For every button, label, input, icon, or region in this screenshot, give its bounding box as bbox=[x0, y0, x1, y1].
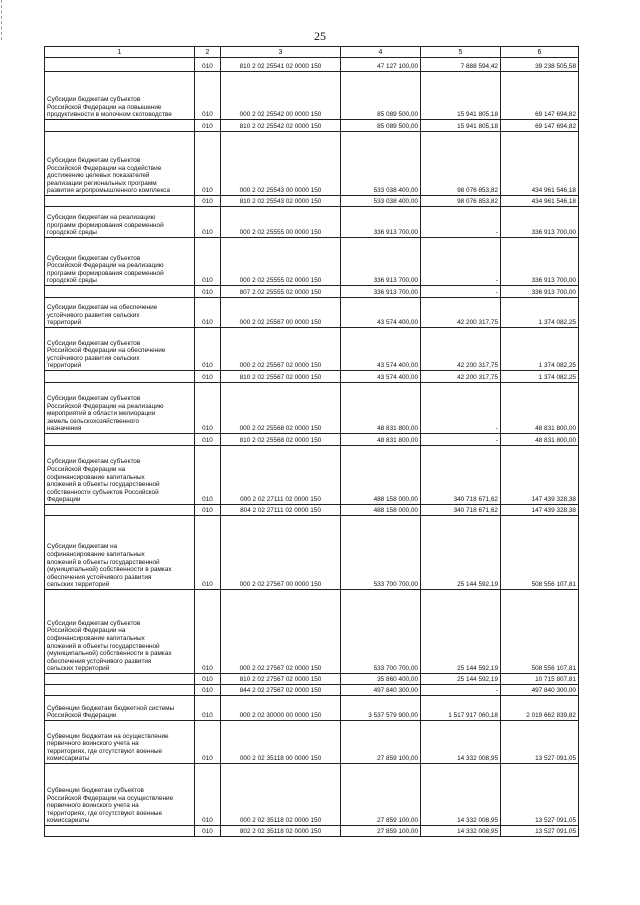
unexecuted-amount-cell: 336 913 700,00 bbox=[501, 238, 579, 286]
executed-amount-cell: 15 941 805,18 bbox=[421, 120, 501, 132]
budget-classification-code-cell: 000 2 02 25568 02 0000 150 bbox=[221, 383, 341, 434]
budget-classification-code-cell: 000 2 02 35118 02 0000 150 bbox=[221, 764, 341, 826]
executed-amount-cell: 42 200 317,75 bbox=[421, 371, 501, 383]
indicator-name-cell: Субсидии бюджетам на софинансирование капитальных вложений в объекты государственной (муниципальной) собственности в рамках обеспечения устойчивого развития сельских территорий bbox=[45, 516, 195, 590]
budget-execution-table bbox=[44, 46, 579, 837]
approved-amount-cell: 533 700 700,00 bbox=[341, 516, 421, 590]
approved-amount-cell: 533 038 400,00 bbox=[341, 196, 421, 207]
executed-amount-cell: 7 888 594,42 bbox=[421, 58, 501, 72]
approved-amount-cell: 47 127 100,00 bbox=[341, 58, 421, 72]
approved-amount-cell: 48 831 800,00 bbox=[341, 434, 421, 446]
budget-classification-code-cell: 000 2 02 25542 00 0000 150 bbox=[221, 72, 341, 120]
executed-amount-cell: - bbox=[421, 286, 501, 298]
table-row bbox=[45, 132, 579, 196]
unexecuted-amount-cell: 13 527 091,05 bbox=[501, 764, 579, 826]
approved-amount-cell: 48 831 800,00 bbox=[341, 383, 421, 434]
column-header-1: 1 bbox=[45, 47, 195, 58]
line-code-cell: 010 bbox=[195, 72, 221, 120]
line-code-cell: 010 bbox=[195, 696, 221, 721]
line-code-cell: 010 bbox=[195, 516, 221, 590]
approved-amount-cell: 35 860 400,00 bbox=[341, 674, 421, 685]
table-row bbox=[45, 674, 579, 685]
line-code-cell: 010 bbox=[195, 383, 221, 434]
table-row bbox=[45, 434, 579, 446]
unexecuted-amount-cell: 147 439 328,38 bbox=[501, 446, 579, 505]
table-row bbox=[45, 120, 579, 132]
executed-amount-cell: 25 144 592,19 bbox=[421, 674, 501, 685]
unexecuted-amount-cell: 48 831 800,00 bbox=[501, 383, 579, 434]
table-row bbox=[45, 58, 579, 72]
line-code-cell: 010 bbox=[195, 446, 221, 505]
executed-amount-cell: 25 144 592,19 bbox=[421, 590, 501, 674]
budget-classification-code-cell: 810 2 02 27567 02 0000 150 bbox=[221, 674, 341, 685]
table-row bbox=[45, 328, 579, 371]
line-code-cell: 010 bbox=[195, 286, 221, 298]
unexecuted-amount-cell: 39 238 505,58 bbox=[501, 58, 579, 72]
approved-amount-cell: 85 089 500,00 bbox=[341, 72, 421, 120]
unexecuted-amount-cell: 2 019 662 839,82 bbox=[501, 696, 579, 721]
table-row bbox=[45, 764, 579, 826]
budget-classification-code-cell: 000 2 02 25543 00 0000 150 bbox=[221, 132, 341, 196]
executed-amount-cell: 340 718 671,62 bbox=[421, 446, 501, 505]
column-header-3: 3 bbox=[221, 47, 341, 58]
indicator-name-cell: Субсидии бюджетам на реализацию программ формирования современной городской среды bbox=[45, 207, 195, 238]
budget-classification-code-cell: 000 2 02 27567 00 0000 150 bbox=[221, 516, 341, 590]
indicator-name-cell: Субсидии бюджетам субъектов Российской Федерации на обеспечение устойчивого развития сельских территорий bbox=[45, 328, 195, 371]
table-row bbox=[45, 286, 579, 298]
unexecuted-amount-cell: 508 556 107,81 bbox=[501, 516, 579, 590]
unexecuted-amount-cell: 434 961 546,18 bbox=[501, 132, 579, 196]
budget-classification-code-cell: 844 2 02 27567 02 0000 150 bbox=[221, 685, 341, 696]
line-code-cell: 010 bbox=[195, 685, 221, 696]
table-row bbox=[45, 590, 579, 674]
approved-amount-cell: 27 859 100,00 bbox=[341, 721, 421, 764]
indicator-name-cell bbox=[45, 434, 195, 446]
executed-amount-cell: 14 332 008,95 bbox=[421, 764, 501, 826]
indicator-name-cell: Субсидии бюджетам субъектов Российской Федерации на реализацию мероприятий в области мелиорации земель сельскохозяйственного назначения bbox=[45, 383, 195, 434]
budget-classification-code-cell: 000 2 02 25567 00 0000 150 bbox=[221, 298, 341, 328]
indicator-name-cell bbox=[45, 826, 195, 837]
budget-classification-code-cell: 000 2 02 25555 02 0000 150 bbox=[221, 238, 341, 286]
line-code-cell: 010 bbox=[195, 371, 221, 383]
unexecuted-amount-cell: 13 527 091,05 bbox=[501, 826, 579, 837]
executed-amount-cell: 1 517 917 060,18 bbox=[421, 696, 501, 721]
line-code-cell: 010 bbox=[195, 826, 221, 837]
approved-amount-cell: 497 840 300,00 bbox=[341, 685, 421, 696]
approved-amount-cell: 336 913 700,00 bbox=[341, 207, 421, 238]
budget-classification-code-cell: 000 2 02 25567 02 0000 150 bbox=[221, 328, 341, 371]
indicator-name-cell bbox=[45, 120, 195, 132]
budget-classification-code-cell: 810 2 02 25543 02 0000 150 bbox=[221, 196, 341, 207]
indicator-name-cell: Субсидии бюджетам субъектов Российской Федерации на софинансирование капитальных вложений в объекты государственной собственности субъектов Российской Федерации bbox=[45, 446, 195, 505]
page-number: 25 bbox=[314, 29, 326, 43]
approved-amount-cell: 3 537 579 900,00 bbox=[341, 696, 421, 721]
approved-amount-cell: 43 574 400,00 bbox=[341, 328, 421, 371]
line-code-cell: 010 bbox=[195, 196, 221, 207]
table-row bbox=[45, 721, 579, 764]
indicator-name-cell: Субсидии бюджетам субъектов Российской Федерации на содействие достижению целевых показателей реализации региональных программ развития агропромышленного комплекса bbox=[45, 132, 195, 196]
budget-classification-code-cell: 810 2 02 25541 02 0000 150 bbox=[221, 58, 341, 72]
approved-amount-cell: 27 859 100,00 bbox=[341, 826, 421, 837]
line-code-cell: 010 bbox=[195, 590, 221, 674]
table-row bbox=[45, 826, 579, 837]
unexecuted-amount-cell: 508 556 107,81 bbox=[501, 590, 579, 674]
executed-amount-cell: - bbox=[421, 207, 501, 238]
unexecuted-amount-cell: 147 439 328,38 bbox=[501, 505, 579, 516]
indicator-name-cell bbox=[45, 505, 195, 516]
indicator-name-cell bbox=[45, 674, 195, 685]
table-row bbox=[45, 207, 579, 238]
indicator-name-cell: Субсидии бюджетам субъектов Российской Федерации на повышение продуктивности в молочном скотоводстве bbox=[45, 72, 195, 120]
budget-classification-code-cell: 810 2 02 25567 02 0000 150 bbox=[221, 371, 341, 383]
indicator-name-cell: Субвенции бюджетам бюджетной системы Российской Федерации bbox=[45, 696, 195, 721]
executed-amount-cell: 42 200 317,75 bbox=[421, 298, 501, 328]
unexecuted-amount-cell: 48 831 800,00 bbox=[501, 434, 579, 446]
column-header-5: 5 bbox=[421, 47, 501, 58]
approved-amount-cell: 488 158 000,00 bbox=[341, 446, 421, 505]
executed-amount-cell: 15 941 805,18 bbox=[421, 72, 501, 120]
approved-amount-cell: 85 089 500,00 bbox=[341, 120, 421, 132]
table-row bbox=[45, 238, 579, 286]
approved-amount-cell: 488 158 000,00 bbox=[341, 505, 421, 516]
executed-amount-cell: - bbox=[421, 434, 501, 446]
unexecuted-amount-cell: 336 913 700,00 bbox=[501, 207, 579, 238]
line-code-cell: 010 bbox=[195, 58, 221, 72]
budget-classification-code-cell: 810 2 02 25542 02 0000 150 bbox=[221, 120, 341, 132]
approved-amount-cell: 533 038 400,00 bbox=[341, 132, 421, 196]
budget-classification-code-cell: 000 2 02 25555 00 0000 150 bbox=[221, 207, 341, 238]
approved-amount-cell: 43 574 400,00 bbox=[341, 298, 421, 328]
line-code-cell: 010 bbox=[195, 132, 221, 196]
unexecuted-amount-cell: 1 374 082,25 bbox=[501, 328, 579, 371]
unexecuted-amount-cell: 69 147 694,82 bbox=[501, 120, 579, 132]
executed-amount-cell: - bbox=[421, 383, 501, 434]
line-code-cell: 010 bbox=[195, 764, 221, 826]
executed-amount-cell: 340 718 671,62 bbox=[421, 505, 501, 516]
table-body bbox=[45, 58, 579, 837]
indicator-name-cell: Субвенции бюджетам на осуществление первичного воинского учета на территориях, где отсутствуют военные комиссариаты bbox=[45, 721, 195, 764]
unexecuted-amount-cell: 434 961 546,18 bbox=[501, 196, 579, 207]
executed-amount-cell: 98 076 853,82 bbox=[421, 196, 501, 207]
unexecuted-amount-cell: 1 374 082,25 bbox=[501, 298, 579, 328]
line-code-cell: 010 bbox=[195, 328, 221, 371]
line-code-cell: 010 bbox=[195, 434, 221, 446]
table-row bbox=[45, 196, 579, 207]
indicator-name-cell: Субсидии бюджетам на обеспечение устойчивого развития сельских территорий bbox=[45, 298, 195, 328]
indicator-name-cell bbox=[45, 196, 195, 207]
indicator-name-cell bbox=[45, 58, 195, 72]
indicator-name-cell bbox=[45, 685, 195, 696]
budget-classification-code-cell: 000 2 02 27111 02 0000 150 bbox=[221, 446, 341, 505]
table-row bbox=[45, 505, 579, 516]
line-code-cell: 010 bbox=[195, 505, 221, 516]
unexecuted-amount-cell: 497 840 300,00 bbox=[501, 685, 579, 696]
executed-amount-cell: - bbox=[421, 685, 501, 696]
table-row bbox=[45, 72, 579, 120]
budget-classification-code-cell: 000 2 02 35118 00 0000 150 bbox=[221, 721, 341, 764]
table-row bbox=[45, 383, 579, 434]
indicator-name-cell: Субвенции бюджетам субъектов Российской Федерации на осуществление первичного воинского учета на территориях, где отсутствуют военные комиссариаты bbox=[45, 764, 195, 826]
executed-amount-cell: 14 332 008,95 bbox=[421, 721, 501, 764]
table-row bbox=[45, 685, 579, 696]
line-code-cell: 010 bbox=[195, 207, 221, 238]
table-row bbox=[45, 516, 579, 590]
approved-amount-cell: 533 700 700,00 bbox=[341, 590, 421, 674]
column-number-row bbox=[45, 47, 579, 58]
budget-classification-code-cell: 804 2 02 27111 02 0000 150 bbox=[221, 505, 341, 516]
unexecuted-amount-cell: 10 715 807,81 bbox=[501, 674, 579, 685]
budget-classification-code-cell: 000 2 02 30000 00 0000 150 bbox=[221, 696, 341, 721]
approved-amount-cell: 27 859 100,00 bbox=[341, 764, 421, 826]
unexecuted-amount-cell: 1 374 082,25 bbox=[501, 371, 579, 383]
approved-amount-cell: 336 913 700,00 bbox=[341, 286, 421, 298]
line-code-cell: 010 bbox=[195, 298, 221, 328]
table-row bbox=[45, 371, 579, 383]
indicator-name-cell bbox=[45, 371, 195, 383]
line-code-cell: 010 bbox=[195, 238, 221, 286]
indicator-name-cell bbox=[45, 286, 195, 298]
indicator-name-cell: Субсидии бюджетам субъектов Российской Федерации на реализацию программ формирования современной городской среды bbox=[45, 238, 195, 286]
executed-amount-cell: - bbox=[421, 238, 501, 286]
line-code-cell: 010 bbox=[195, 120, 221, 132]
unexecuted-amount-cell: 13 527 091,05 bbox=[501, 721, 579, 764]
table-row bbox=[45, 446, 579, 505]
column-header-6: 6 bbox=[501, 47, 579, 58]
unexecuted-amount-cell: 69 147 694,82 bbox=[501, 72, 579, 120]
budget-classification-code-cell: 802 2 02 35118 02 0000 150 bbox=[221, 826, 341, 837]
line-code-cell: 010 bbox=[195, 721, 221, 764]
unexecuted-amount-cell: 336 913 700,00 bbox=[501, 286, 579, 298]
table-row bbox=[45, 298, 579, 328]
indicator-name-cell: Субсидии бюджетам субъектов Российской Федерации на софинансирование капитальных вложений в объекты государственной (муниципальной) собственности в рамках обеспечения устойчивого развития сельских территорий bbox=[45, 590, 195, 674]
table-row bbox=[45, 696, 579, 721]
budget-classification-code-cell: 807 2 02 25555 02 0000 150 bbox=[221, 286, 341, 298]
budget-classification-code-cell: 000 2 02 27567 02 0000 150 bbox=[221, 590, 341, 674]
executed-amount-cell: 25 144 592,19 bbox=[421, 516, 501, 590]
column-header-4: 4 bbox=[341, 47, 421, 58]
column-header-2: 2 bbox=[195, 47, 221, 58]
executed-amount-cell: 14 332 008,95 bbox=[421, 826, 501, 837]
approved-amount-cell: 336 913 700,00 bbox=[341, 238, 421, 286]
executed-amount-cell: 98 076 853,82 bbox=[421, 132, 501, 196]
executed-amount-cell: 42 200 317,75 bbox=[421, 328, 501, 371]
budget-classification-code-cell: 810 2 02 25568 02 0000 150 bbox=[221, 434, 341, 446]
approved-amount-cell: 43 574 400,00 bbox=[341, 371, 421, 383]
line-code-cell: 010 bbox=[195, 674, 221, 685]
